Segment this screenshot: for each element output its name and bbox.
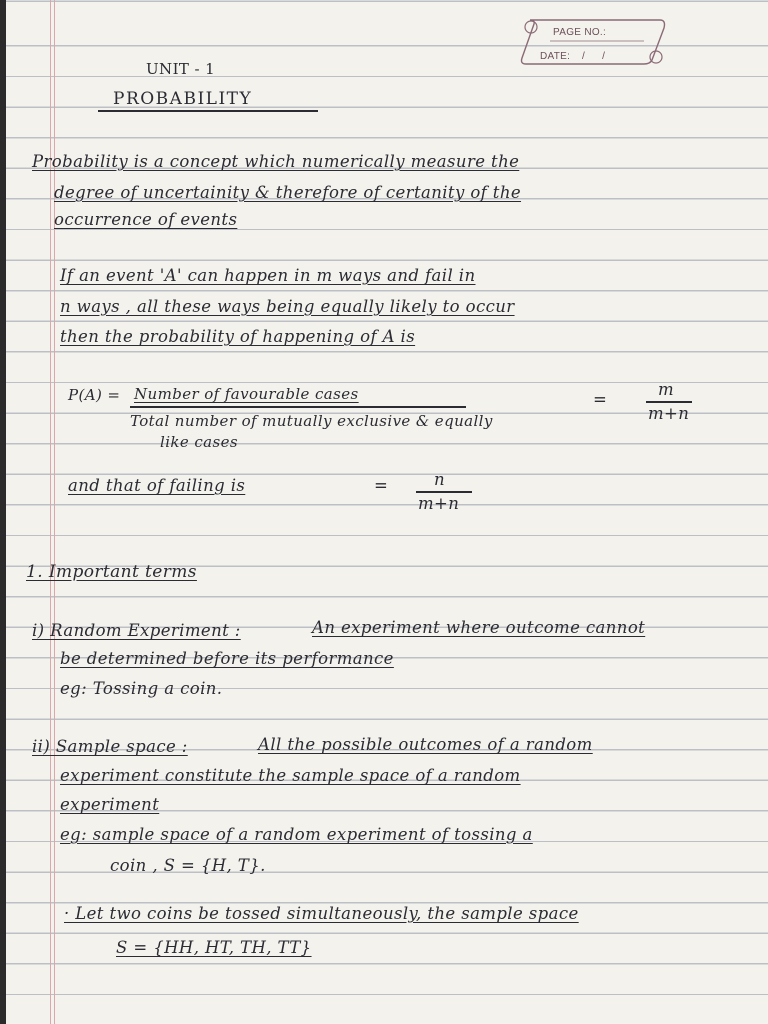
formula-equals: = bbox=[593, 390, 608, 409]
definition-line-2: n ways , all these ways being equally likely to occur bbox=[60, 297, 515, 316]
formula-lhs: P(A) = bbox=[68, 386, 121, 404]
random-experiment-label: i) Random Experiment : bbox=[32, 621, 241, 640]
sample-space-example-2: coin , S = {H, T}. bbox=[110, 856, 266, 875]
failing-den: m+n bbox=[418, 494, 460, 513]
formula-denominator-1: Total number of mutually exclusive & equally bbox=[130, 412, 493, 430]
page-no-label: PAGE NO.: bbox=[553, 27, 607, 38]
sample-space-line-3: experiment bbox=[60, 795, 160, 814]
random-experiment-line-2: be determined before its performance bbox=[60, 649, 394, 668]
failing-text: and that of failing is bbox=[68, 476, 246, 495]
formula-fraction-bar bbox=[130, 406, 466, 408]
title-underline bbox=[98, 110, 318, 112]
sample-space-bullet-1: · Let two coins be tossed simultaneously, the sample space bbox=[64, 904, 579, 923]
definition-line-3: then the probability of happening of A is bbox=[60, 327, 416, 346]
failing-fraction-bar bbox=[416, 491, 472, 493]
formula-result-num: m bbox=[658, 380, 675, 399]
intro-line-3: occurrence of events bbox=[54, 210, 238, 229]
sample-space-line-1: All the possible outcomes of a random bbox=[258, 735, 593, 754]
section-heading: 1. Important terms bbox=[26, 562, 197, 582]
definition-line-1: If an event 'A' can happen in m ways and fail in bbox=[60, 266, 476, 285]
sample-space-line-2: experiment constitute the sample space of a random bbox=[60, 766, 521, 785]
intro-line-2: degree of uncertainity & therefore of certanity of the bbox=[54, 183, 522, 202]
failing-equals: = bbox=[374, 476, 389, 495]
notebook-page bbox=[6, 0, 768, 1024]
date-label: DATE: bbox=[540, 51, 571, 62]
result-fraction-bar bbox=[646, 401, 692, 403]
page-date-stamp bbox=[520, 14, 668, 68]
random-experiment-example: eg: Tossing a coin. bbox=[60, 679, 223, 698]
page-title: PROBABILITY bbox=[113, 89, 253, 109]
sample-space-bullet-2: S = {HH, HT, TH, TT} bbox=[116, 938, 312, 957]
formula-numerator: Number of favourable cases bbox=[134, 385, 359, 403]
failing-num: n bbox=[434, 470, 446, 489]
date-value: / / bbox=[582, 51, 606, 62]
formula-denominator-2: like cases bbox=[160, 433, 238, 451]
unit-label: UNIT - 1 bbox=[146, 60, 216, 78]
sample-space-label: ii) Sample space : bbox=[32, 737, 188, 756]
random-experiment-line-1: An experiment where outcome cannot bbox=[312, 618, 646, 637]
intro-line-1: Probability is a concept which numerically measure the bbox=[32, 152, 520, 171]
formula-result-den: m+n bbox=[648, 404, 690, 423]
sample-space-example-1: eg: sample space of a random experiment of tossing a bbox=[60, 825, 533, 844]
